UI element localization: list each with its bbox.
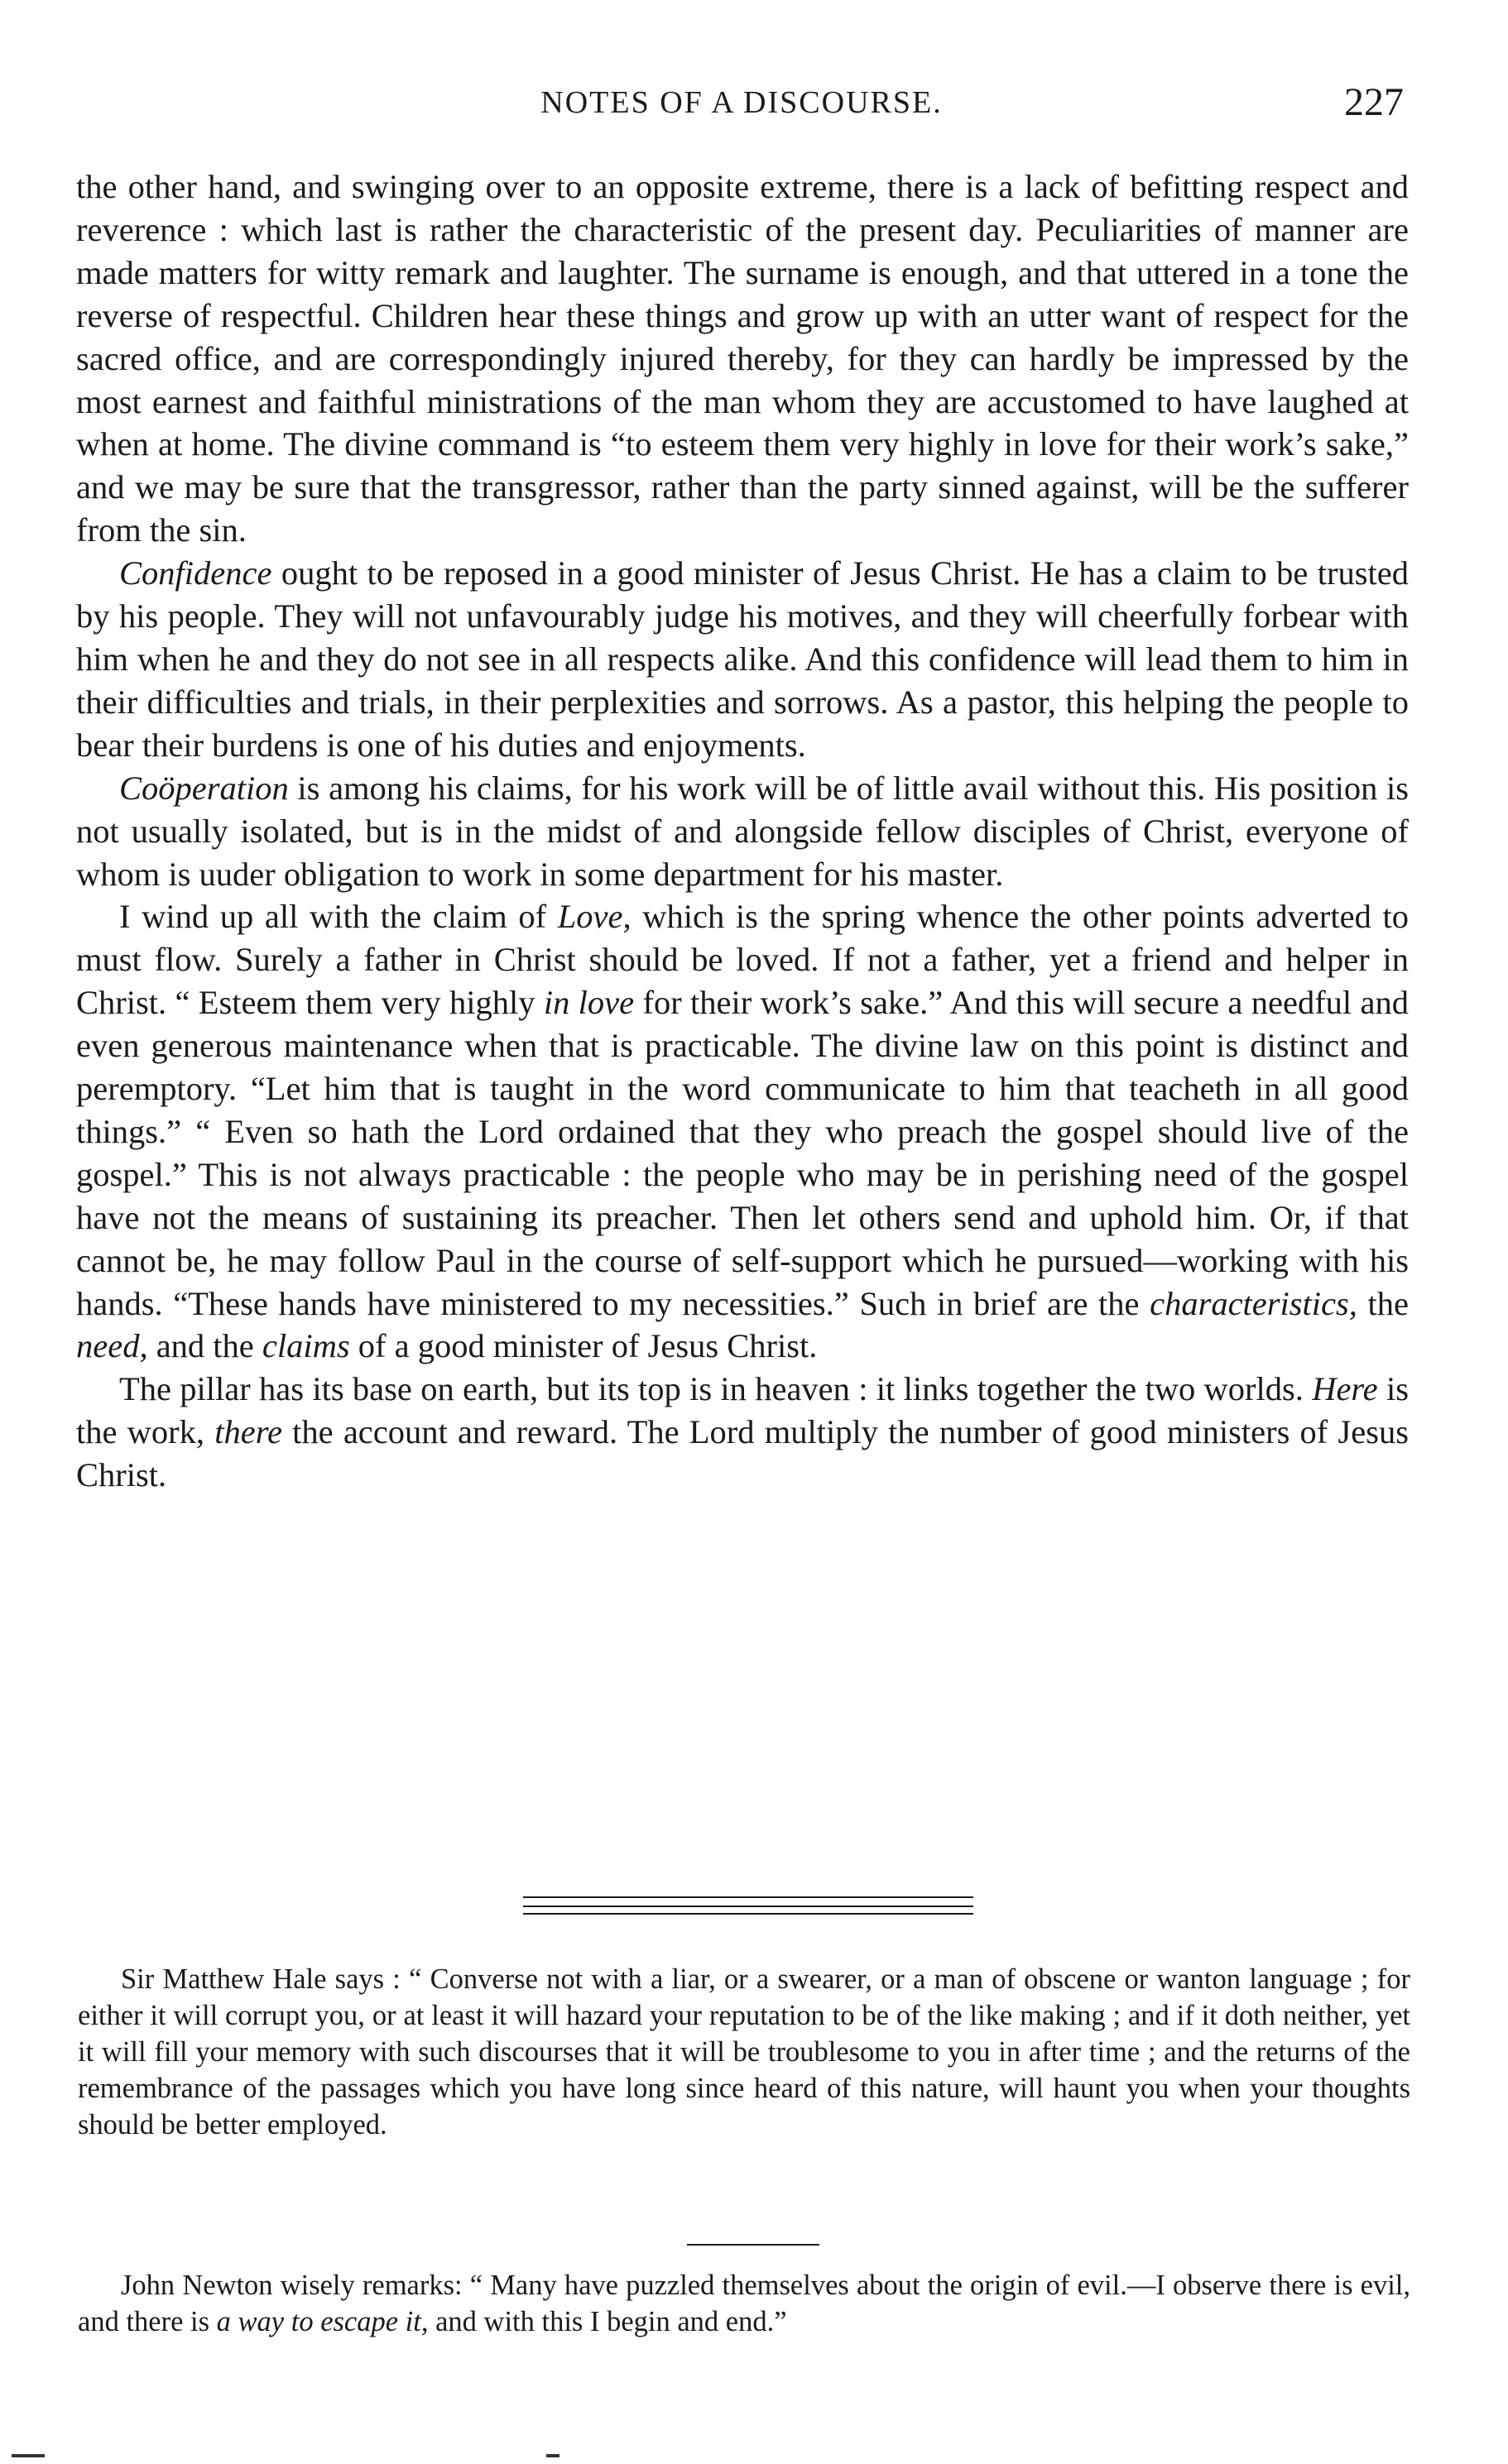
term-love: Love, (557, 898, 632, 936)
quote-matthew-hale: Sir Matthew Hale says : “ Converse not with a liar, or a swearer, or a man of obscene or wanton language ; for either it will corrupt you, or at least it will hazard your reputation to be of the like making ; and if it doth neither, yet it will fill your memory with such discourses that it will be troublesome to you in after time ; and the returns of the remembrance of the passages which you have long since heard of this nature, will haunt you when your thoughts should be better employed. (78, 1963, 1410, 2140)
discourse-body (76, 165, 1409, 1497)
term-confidence: Confidence (119, 554, 272, 592)
section-divider (523, 1896, 973, 1915)
paragraph-love: I wind up all with the claim of Love, which is the spring whence the other points adverted to must flow. Surely a father in Christ should be loved. If not a father, yet a friend and helper in Christ. “ Esteem them very highly in love for their work’s sake.” And this will secure a needful and even generous maintenance when that is practicable. The divine law on this point is distinct and peremptory. “Let him that is taught in the word communicate to him that teacheth in all good things.” “ Even so hath the Lord ordained that they who preach the gospel should live of the gospel.” This is not always practicable : the people who may be in perishing need of the gospel have not the means of sustaining its preacher. Then let others send and uphold him. Or, if that cannot be, he may follow Paul in the course of self-support which he pursued—working with his hands. “These hands have ministered to my necessities.” Such in brief are the characteristics, the need, and the claims of a good minister of Jesus Christ. (76, 898, 1409, 1365)
page-number: 227 (1344, 80, 1404, 124)
running-title: NOTES OF A DISCOURSE. (540, 85, 943, 120)
paragraph-cooperation: Coöperation is among his claims, for his work will be of little avail without this. His position is not usually isolated, but is in the midst of and alongside fellow disciples of Christ, everyone of whom is uuder obligation to work in some department for his master. (76, 769, 1409, 893)
paragraph-pillar: The pillar has its base on earth, but its top is in heaven : it links together the two worlds. Here is the work, there the account and reward. The Lord multiply the number of good ministers of Jesus Christ. (76, 1370, 1409, 1494)
paragraph-respect: the other hand, and swinging over to an opposite extreme, there is a lack of befitting respect and reverence : which last is rather the characteristic of the present day. Peculiarities of manner are made matters for witty remark and laughter. The surname is enough, and that uttered in a tone the reverse of respectful. Children hear these things and grow up with an utter want of respect for the sacred office, and are correspondingly injured thereby, for they can hardly be impressed by the most earnest and faithful ministrations of the man whom they are accustomed to have laughed at when at home. The divine command is “to esteem them very highly in love for their work’s sake,” and we may be sure that the transgressor, rather than the party sinned against, will be the sufferer from the sin. (76, 168, 1409, 549)
short-divider (687, 2244, 819, 2246)
page-header (79, 79, 1404, 129)
term-cooperation: Coöperation (119, 769, 289, 807)
quote-john-newton: John Newton wisely remarks: “ Many have puzzled themselves about the origin of evil.—I observe there is evil, and there is a way to escape it, and with this I begin and end.” (78, 2270, 1410, 2337)
page-bottom-edge (0, 2454, 1508, 2464)
paragraph-confidence: Confidence ought to be reposed in a good minister of Jesus Christ. He has a claim to be trusted by his people. They will not unfavourably judge his motives, and they will cheerfully forbear with him when he and they do not see in all respects alike. And this confidence will lead them to him in their difficulties and trials, in their perplexities and sorrows. As a pastor, this helping the people to bear their burdens is one of his duties and enjoyments. (76, 554, 1409, 764)
